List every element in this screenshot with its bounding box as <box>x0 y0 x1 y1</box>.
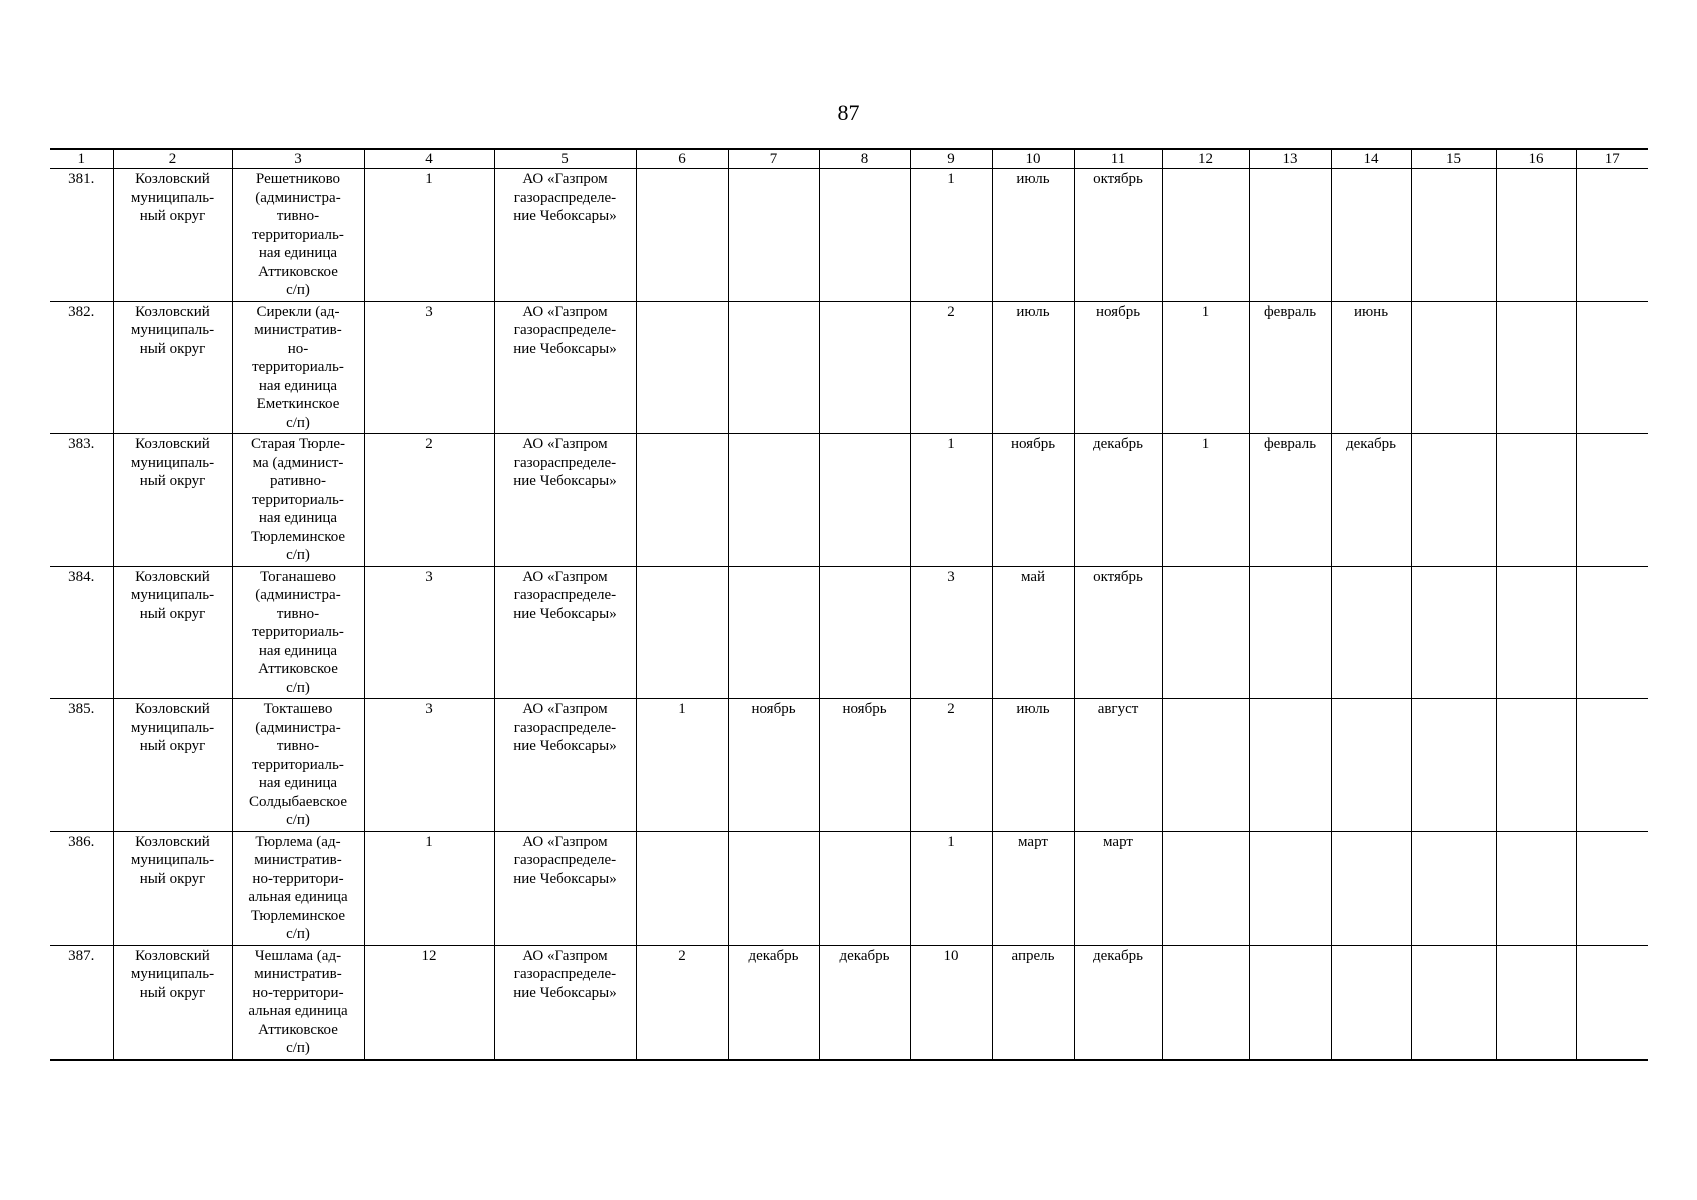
table-cell-col-12 <box>1162 699 1249 832</box>
column-header-10: 10 <box>992 149 1074 169</box>
table-cell-col-12 <box>1162 831 1249 945</box>
table-cell-col-4 <box>364 945 494 1060</box>
cell-text: Токташево (администра- тивно- территориаль- ная единица Солдыбаевское с/п) <box>249 701 347 828</box>
cell-text: Козловский муниципаль- ный округ <box>130 833 215 887</box>
table-cell-col-2 <box>113 831 232 945</box>
table-cell-col-10 <box>992 699 1074 832</box>
table-cell-col-11 <box>1074 169 1162 302</box>
table-cell-col-6 <box>636 301 728 434</box>
table-cell-col-10 <box>992 566 1074 699</box>
cell-text: 2 <box>947 701 955 717</box>
table-cell-col-17 <box>1576 699 1648 832</box>
table-cell-col-5 <box>494 169 636 302</box>
table-cell-col-9 <box>910 699 992 832</box>
table-cell-col-8 <box>819 699 910 832</box>
table-cell-col-4 <box>364 434 494 567</box>
cell-text: июль <box>1016 701 1050 717</box>
table-row <box>50 434 1648 567</box>
table-cell-col-17 <box>1576 831 1648 945</box>
table-cell-col-6 <box>636 699 728 832</box>
cell-text: 1 <box>678 701 686 717</box>
table-cell-col-15 <box>1411 699 1496 832</box>
table-cell-col-13 <box>1249 434 1331 567</box>
table-cell-col-14 <box>1331 945 1411 1060</box>
table-cell-col-4 <box>364 566 494 699</box>
table-cell-col-1 <box>50 434 113 567</box>
table-cell-col-4 <box>364 831 494 945</box>
table-cell-col-16 <box>1496 831 1576 945</box>
column-header-11: 11 <box>1074 149 1162 169</box>
cell-text: АО «Газпром газораспределе- ние Чебоксары» <box>513 947 617 1001</box>
column-header-9: 9 <box>910 149 992 169</box>
column-header-4: 4 <box>364 149 494 169</box>
table-cell-col-1 <box>50 945 113 1060</box>
table-row <box>50 566 1648 699</box>
table-cell-col-17 <box>1576 301 1648 434</box>
cell-text: ноябрь <box>1010 436 1056 452</box>
table-cell-col-15 <box>1411 301 1496 434</box>
table-cell-col-16 <box>1496 434 1576 567</box>
table-cell-col-1 <box>50 566 113 699</box>
table-cell-col-14 <box>1331 831 1411 945</box>
table-cell-col-6 <box>636 566 728 699</box>
cell-text: июль <box>1016 303 1050 320</box>
cell-text: февраль <box>1263 303 1317 320</box>
table-cell-col-2 <box>113 301 232 434</box>
cell-text: ноябрь <box>842 701 887 717</box>
column-header-5: 5 <box>494 149 636 169</box>
column-header-17: 17 <box>1576 149 1648 169</box>
table-cell-col-10 <box>992 831 1074 945</box>
table-cell-col-7 <box>728 301 819 434</box>
cell-text: декабрь <box>1093 436 1143 452</box>
table-cell-col-11 <box>1074 301 1162 434</box>
column-header-8: 8 <box>819 149 910 169</box>
table-cell-col-11 <box>1074 945 1162 1060</box>
table-cell-col-2 <box>113 945 232 1060</box>
cell-text: 1 <box>1201 436 1210 452</box>
table-cell-col-9 <box>910 945 992 1060</box>
page-number: 87 <box>837 100 860 125</box>
table-cell-col-6 <box>636 831 728 945</box>
cell-text: АО «Газпром газораспределе- ние Чебоксары» <box>513 171 617 224</box>
cell-text: 1 <box>425 171 433 187</box>
cell-text: АО «Газпром газораспределе- ние Чебоксары» <box>513 701 617 754</box>
table-cell-col-3 <box>232 566 364 699</box>
cell-text: июнь <box>1353 303 1389 320</box>
cell-text: АО «Газпром газораспределе- ние Чебоксары» <box>513 303 617 357</box>
table-cell-col-2 <box>113 699 232 832</box>
table-cell-col-13 <box>1249 301 1331 434</box>
table-cell-col-12 <box>1162 945 1249 1060</box>
cell-text: 387. <box>68 947 95 964</box>
cell-text: Козловский муниципаль- ный округ <box>130 947 215 1001</box>
table-cell-col-16 <box>1496 301 1576 434</box>
table-cell-col-9 <box>910 566 992 699</box>
cell-text: 1 <box>425 833 433 850</box>
table-cell-col-8 <box>819 945 910 1060</box>
table-cell-col-5 <box>494 831 636 945</box>
cell-text: Тоганашево (администра- тивно- территориаль- ная единица Аттиковское с/п) <box>252 568 344 696</box>
gasification-schedule-table <box>50 148 1648 1061</box>
column-header-7: 7 <box>728 149 819 169</box>
table-cell-col-10 <box>992 434 1074 567</box>
table-cell-col-10 <box>992 945 1074 1060</box>
cell-text: 2 <box>678 947 686 964</box>
table-cell-col-15 <box>1411 434 1496 567</box>
table-cell-col-6 <box>636 169 728 302</box>
table-row <box>50 301 1648 434</box>
cell-text: 2 <box>425 436 433 452</box>
cell-text: 3 <box>947 568 955 585</box>
cell-text: февраль <box>1263 436 1317 452</box>
table-cell-col-15 <box>1411 169 1496 302</box>
cell-text: апрель <box>1011 947 1055 964</box>
table-cell-col-5 <box>494 699 636 832</box>
table-cell-col-17 <box>1576 566 1648 699</box>
table-cell-col-5 <box>494 945 636 1060</box>
table-cell-col-7 <box>728 699 819 832</box>
table-cell-col-16 <box>1496 945 1576 1060</box>
column-header-3: 3 <box>232 149 364 169</box>
table-cell-col-3 <box>232 699 364 832</box>
cell-text: 384. <box>68 568 95 585</box>
cell-text: октябрь <box>1093 171 1143 187</box>
table-cell-col-15 <box>1411 831 1496 945</box>
table-cell-col-17 <box>1576 945 1648 1060</box>
cell-text: ноябрь <box>1095 303 1141 320</box>
table-cell-col-6 <box>636 945 728 1060</box>
table-cell-col-13 <box>1249 169 1331 302</box>
column-header-16: 16 <box>1496 149 1576 169</box>
cell-text: Козловский муниципаль- ный округ <box>130 568 215 622</box>
table-cell-col-11 <box>1074 699 1162 832</box>
cell-text: Решетниково (администра- тивно- территориаль- ная единица Аттиковское с/п) <box>252 171 344 298</box>
cell-text: 381. <box>68 171 95 187</box>
table-cell-col-8 <box>819 831 910 945</box>
table-cell-col-1 <box>50 169 113 302</box>
cell-text: ноябрь <box>751 701 796 717</box>
cell-text: декабрь <box>1346 436 1396 452</box>
table-cell-col-7 <box>728 434 819 567</box>
cell-text: декабрь <box>1093 947 1143 964</box>
table-cell-col-14 <box>1331 434 1411 567</box>
table-cell-col-7 <box>728 566 819 699</box>
table-cell-col-13 <box>1249 566 1331 699</box>
table-cell-col-9 <box>910 301 992 434</box>
table-cell-col-2 <box>113 566 232 699</box>
table-cell-col-1 <box>50 301 113 434</box>
table-cell-col-10 <box>992 169 1074 302</box>
table-cell-col-3 <box>232 434 364 567</box>
table-cell-col-6 <box>636 434 728 567</box>
table-cell-col-3 <box>232 831 364 945</box>
table-cell-col-1 <box>50 699 113 832</box>
cell-text: 1 <box>947 171 955 187</box>
table-cell-col-3 <box>232 301 364 434</box>
cell-text: март <box>1018 833 1048 850</box>
cell-text: 2 <box>947 303 955 320</box>
cell-text: АО «Газпром газораспределе- ние Чебоксары» <box>513 568 617 622</box>
table-cell-col-11 <box>1074 566 1162 699</box>
cell-text: июль <box>1016 171 1050 187</box>
table-cell-col-5 <box>494 566 636 699</box>
cell-text: 386. <box>68 833 95 850</box>
table-cell-col-7 <box>728 945 819 1060</box>
table-cell-col-14 <box>1331 699 1411 832</box>
cell-text: 3 <box>425 701 433 717</box>
column-header-2: 2 <box>113 149 232 169</box>
table-cell-col-17 <box>1576 169 1648 302</box>
table-cell-col-15 <box>1411 945 1496 1060</box>
table-body <box>50 169 1648 1060</box>
table-cell-col-9 <box>910 434 992 567</box>
table-row <box>50 699 1648 832</box>
table-cell-col-13 <box>1249 831 1331 945</box>
cell-text: Козловский муниципаль- ный округ <box>130 303 215 357</box>
cell-text: 385. <box>68 701 95 717</box>
column-number-header-row <box>50 149 1648 169</box>
cell-text: 12 <box>421 947 437 964</box>
cell-text: август <box>1097 701 1139 717</box>
table-cell-col-15 <box>1411 566 1496 699</box>
cell-text: 1 <box>947 436 955 452</box>
cell-text: май <box>1020 568 1046 585</box>
cell-text: АО «Газпром газораспределе- ние Чебоксары» <box>513 833 617 887</box>
table-cell-col-16 <box>1496 169 1576 302</box>
table-cell-col-13 <box>1249 699 1331 832</box>
cell-text: АО «Газпром газораспределе- ние Чебоксары» <box>513 436 617 489</box>
table-cell-col-12 <box>1162 301 1249 434</box>
table-cell-col-10 <box>992 301 1074 434</box>
cell-text: Тюрлема (ад- министратив- но-территори- альная единица Тюрлеминское с/п) <box>248 833 348 942</box>
table-cell-col-11 <box>1074 434 1162 567</box>
table-cell-col-5 <box>494 301 636 434</box>
table-cell-col-4 <box>364 169 494 302</box>
table-row <box>50 945 1648 1060</box>
column-header-14: 14 <box>1331 149 1411 169</box>
table-cell-col-12 <box>1162 169 1249 302</box>
table-cell-col-12 <box>1162 434 1249 567</box>
column-header-15: 15 <box>1411 149 1496 169</box>
cell-text: Чешлама (ад- министратив- но-территори- альная единица Аттиковское с/п) <box>248 947 348 1056</box>
cell-text: Сирекли (ад- министратив- но- территориаль- ная единица Еметкинское с/п) <box>252 303 344 431</box>
cell-text: Козловский муниципаль- ный округ <box>130 436 215 489</box>
table-cell-col-14 <box>1331 169 1411 302</box>
cell-text: 3 <box>425 303 433 320</box>
table-cell-col-9 <box>910 169 992 302</box>
table-cell-col-12 <box>1162 566 1249 699</box>
table-cell-col-16 <box>1496 566 1576 699</box>
cell-text: март <box>1103 833 1133 850</box>
table-cell-col-8 <box>819 566 910 699</box>
table-cell-col-4 <box>364 699 494 832</box>
column-header-1: 1 <box>50 149 113 169</box>
column-header-13: 13 <box>1249 149 1331 169</box>
table-cell-col-8 <box>819 301 910 434</box>
table-cell-col-1 <box>50 831 113 945</box>
table-cell-col-3 <box>232 169 364 302</box>
cell-text: 382. <box>68 303 95 320</box>
cell-text: 10 <box>943 947 959 964</box>
column-header-6: 6 <box>636 149 728 169</box>
table-cell-col-3 <box>232 945 364 1060</box>
table-cell-col-2 <box>113 434 232 567</box>
table-cell-col-2 <box>113 169 232 302</box>
cell-text: Козловский муниципаль- ный округ <box>130 171 215 224</box>
cell-text: октябрь <box>1093 568 1143 585</box>
table-cell-col-17 <box>1576 434 1648 567</box>
table-cell-col-11 <box>1074 831 1162 945</box>
table-cell-col-7 <box>728 169 819 302</box>
cell-text: Козловский муниципаль- ный округ <box>130 701 215 754</box>
table-cell-col-8 <box>819 169 910 302</box>
table-cell-col-8 <box>819 434 910 567</box>
table-row <box>50 831 1648 945</box>
cell-text: 383. <box>68 436 95 452</box>
table-cell-col-7 <box>728 831 819 945</box>
table-cell-col-9 <box>910 831 992 945</box>
cell-text: 1 <box>947 833 955 850</box>
table-cell-col-14 <box>1331 566 1411 699</box>
table-row <box>50 169 1648 302</box>
table-cell-col-16 <box>1496 699 1576 832</box>
table-cell-col-14 <box>1331 301 1411 434</box>
cell-text: 3 <box>425 568 433 585</box>
cell-text: 1 <box>1201 303 1210 320</box>
cell-text: Старая Тюрле- ма (админист- ративно- территориаль- ная единица Тюрлеминское с/п) <box>250 436 346 563</box>
table-cell-col-5 <box>494 434 636 567</box>
cell-text: декабрь <box>839 947 890 964</box>
column-header-12: 12 <box>1162 149 1249 169</box>
table-cell-col-4 <box>364 301 494 434</box>
cell-text: декабрь <box>748 947 799 964</box>
table-cell-col-13 <box>1249 945 1331 1060</box>
